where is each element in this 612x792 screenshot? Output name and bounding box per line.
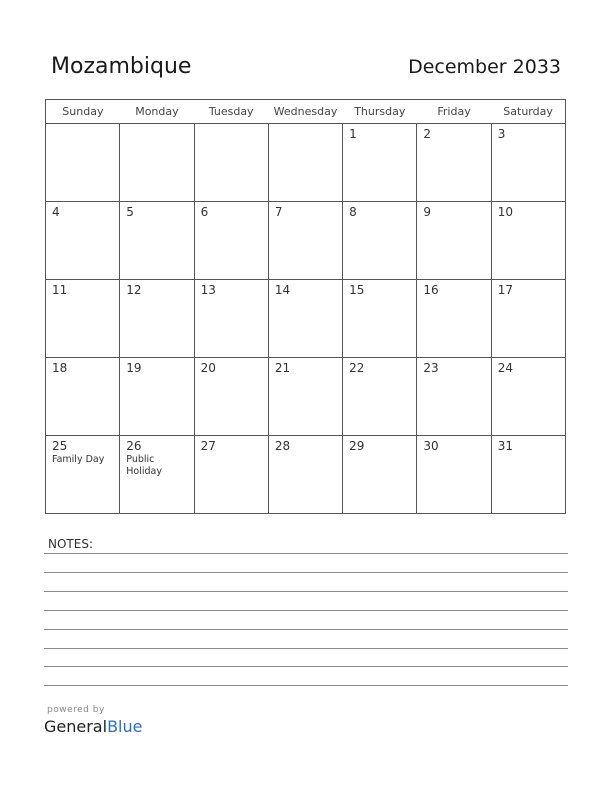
day-cell: [194, 358, 268, 436]
note-line: [44, 666, 568, 667]
notes-label: NOTES:: [48, 537, 93, 551]
calendar-grid: [45, 99, 566, 514]
day-cell: [268, 436, 342, 514]
day-number: 20: [200, 361, 216, 375]
day-number: 8: [349, 205, 357, 219]
day-cell: [491, 358, 565, 436]
day-number: 25: [52, 439, 68, 453]
day-number: 6: [200, 205, 209, 219]
country-title: Mozambique: [51, 54, 192, 79]
day-number: 24: [497, 361, 513, 375]
day-cell: [343, 124, 417, 202]
day-cell: [46, 280, 120, 358]
day-number: 18: [52, 361, 68, 375]
day-cell: [343, 280, 417, 358]
day-cell: [343, 436, 417, 514]
day-cell: [120, 124, 194, 202]
day-number: 11: [52, 283, 68, 297]
day-cell: [343, 358, 417, 436]
day-cell: [194, 124, 268, 202]
day-number: 23: [423, 361, 439, 375]
day-cell: [491, 202, 565, 280]
day-cell: [491, 436, 565, 514]
day-number: 4: [52, 205, 60, 219]
weekday-tuesday: Tuesday: [194, 100, 268, 124]
day-number: 22: [349, 361, 365, 375]
weekday-saturday: Saturday: [491, 100, 565, 124]
note-line: [44, 572, 568, 573]
day-cell: [268, 124, 342, 202]
week-row: [46, 436, 566, 514]
day-cell: [417, 202, 491, 280]
day-cell: [194, 280, 268, 358]
day-cell: [343, 202, 417, 280]
day-cell: [417, 280, 491, 358]
note-line: [44, 629, 568, 630]
note-line: [44, 610, 568, 611]
day-cell: [491, 124, 565, 202]
day-number: 5: [126, 205, 134, 219]
weekday-sunday: Sunday: [46, 100, 120, 124]
note-line: [44, 553, 568, 554]
day-cell: [417, 436, 491, 514]
day-cell: [46, 124, 120, 202]
day-number: 12: [126, 283, 142, 297]
day-number: 1: [349, 127, 357, 141]
weekday-wednesday: Wednesday: [268, 100, 342, 124]
note-line: [44, 685, 568, 686]
week-row: [46, 358, 566, 436]
month-year-title: December 2033: [408, 56, 561, 78]
day-cell: [46, 202, 120, 280]
day-number: 30: [423, 439, 439, 453]
day-cell: [46, 436, 120, 514]
day-number: 17: [497, 283, 513, 297]
powered-by-text: powered by: [47, 705, 105, 715]
day-number: 3: [497, 127, 506, 141]
weekday-friday: Friday: [417, 100, 491, 124]
day-cell: [120, 202, 194, 280]
brand-blue-text: Blue: [107, 717, 143, 736]
brand-general-text: General: [44, 717, 108, 736]
day-cell: [194, 436, 268, 514]
note-line: [44, 648, 568, 649]
day-cell: [46, 358, 120, 436]
week-row: [46, 124, 566, 202]
day-number: 26: [126, 439, 142, 453]
day-number: 19: [126, 361, 142, 375]
note-line: [44, 591, 568, 592]
day-number: 27: [200, 439, 216, 453]
holiday-label: Family Day: [52, 454, 105, 465]
day-cell: [120, 436, 194, 514]
day-number: 15: [349, 283, 365, 297]
day-number: 10: [497, 205, 513, 219]
day-cell: [268, 280, 342, 358]
day-cell: [268, 202, 342, 280]
day-cell: [268, 358, 342, 436]
day-cell: [417, 124, 491, 202]
day-number: 16: [423, 283, 439, 297]
day-cell: [120, 280, 194, 358]
weekday-header-row: [46, 100, 566, 124]
day-number: 2: [423, 127, 432, 141]
holiday-label: Public Holiday: [126, 454, 162, 477]
day-number: 21: [274, 361, 291, 375]
day-number: 31: [497, 439, 513, 453]
day-number: 29: [349, 439, 365, 453]
day-cell: [417, 358, 491, 436]
day-number: 9: [423, 205, 432, 219]
day-cell: [120, 358, 194, 436]
generalblue-logo: [44, 717, 142, 736]
day-number: 28: [274, 439, 291, 453]
day-number: 14: [274, 283, 291, 297]
day-cell: [491, 280, 565, 358]
week-row: [46, 202, 566, 280]
weekday-thursday: Thursday: [343, 100, 417, 124]
day-number: 13: [200, 283, 216, 297]
week-row: [46, 280, 566, 358]
day-cell: [194, 202, 268, 280]
weekday-monday: Monday: [120, 100, 194, 124]
day-number: 7: [274, 205, 283, 219]
